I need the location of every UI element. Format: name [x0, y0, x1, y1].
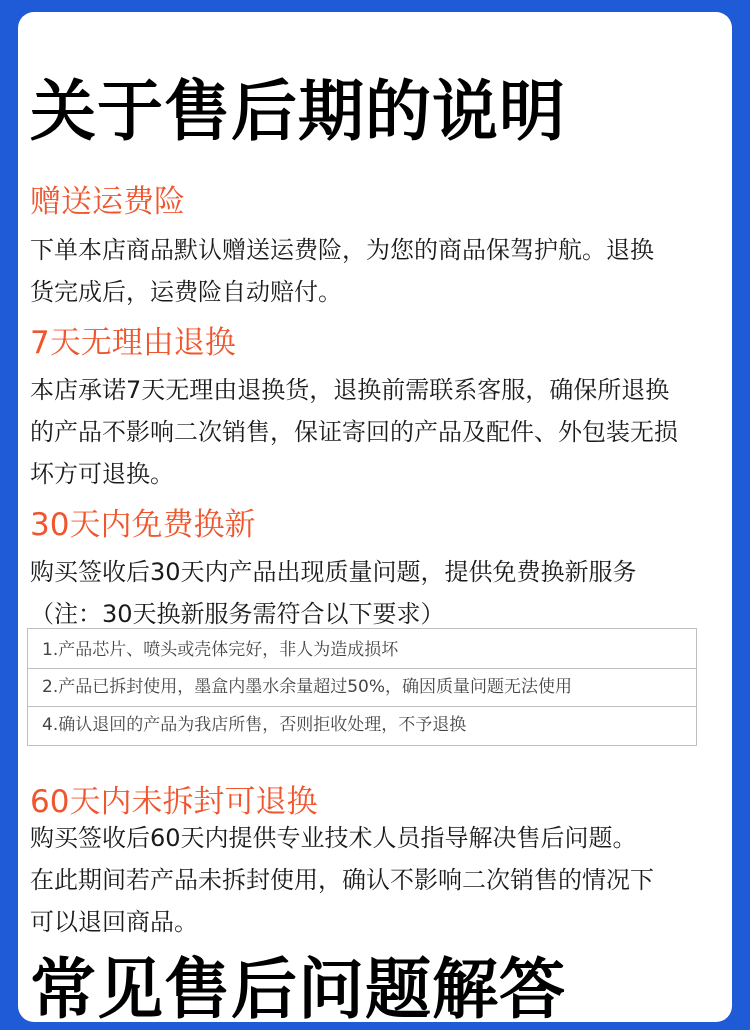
section-body-60-day-return: [30, 817, 710, 943]
body-line: 购买签收后60天内提供专业技术人员指导解决售后问题。: [30, 824, 637, 852]
section-heading-60-day-return: 60天内未拆封可退换: [30, 784, 318, 820]
section-body-shipping-insurance: [30, 229, 710, 313]
body-line: 坏方可退换。: [30, 460, 174, 488]
body-line: 可以退回商品。: [30, 908, 198, 936]
section-heading-30-day-replace: 30天内免费换新: [30, 507, 256, 543]
section-heading-7-day-return: 7天无理由退换: [30, 325, 236, 361]
body-line: （注：30天换新服务需符合以下要求）: [30, 600, 445, 628]
body-line: 下单本店商品默认赠送运费险，为您的商品保驾护航。退换: [30, 236, 654, 264]
body-line: 货完成后，运费险自动赔付。: [30, 278, 342, 306]
section-body-7-day-return: [30, 369, 710, 495]
body-line: 本店承诺7天无理由退换货，退换前需联系客服，确保所退换: [30, 376, 670, 404]
requirement-row: 4.确认退回的产品为我店所售，否则拒收处理，不予退换: [42, 715, 467, 735]
body-line: 的产品不影响二次销售，保证寄回的产品及配件、外包装无损: [30, 418, 678, 446]
section-body-30-day-replace: [30, 551, 710, 635]
requirements-table: [27, 628, 697, 746]
faq-title: 常见售后问题解答: [30, 951, 566, 1028]
body-line: 在此期间若产品未拆封使用，确认不影响二次销售的情况下: [30, 866, 654, 894]
section-heading-shipping-insurance: 赠送运费险: [30, 184, 185, 220]
page-title: 关于售后期的说明: [30, 73, 566, 150]
requirement-row: 2.产品已拆封使用，墨盒内墨水余量超过50%，确因质量问题无法使用: [42, 677, 573, 697]
requirement-row: 1.产品芯片、喷头或壳体完好，非人为造成损坏: [42, 640, 399, 660]
body-line: 购买签收后30天内产品出现质量问题，提供免费换新服务: [30, 558, 637, 586]
